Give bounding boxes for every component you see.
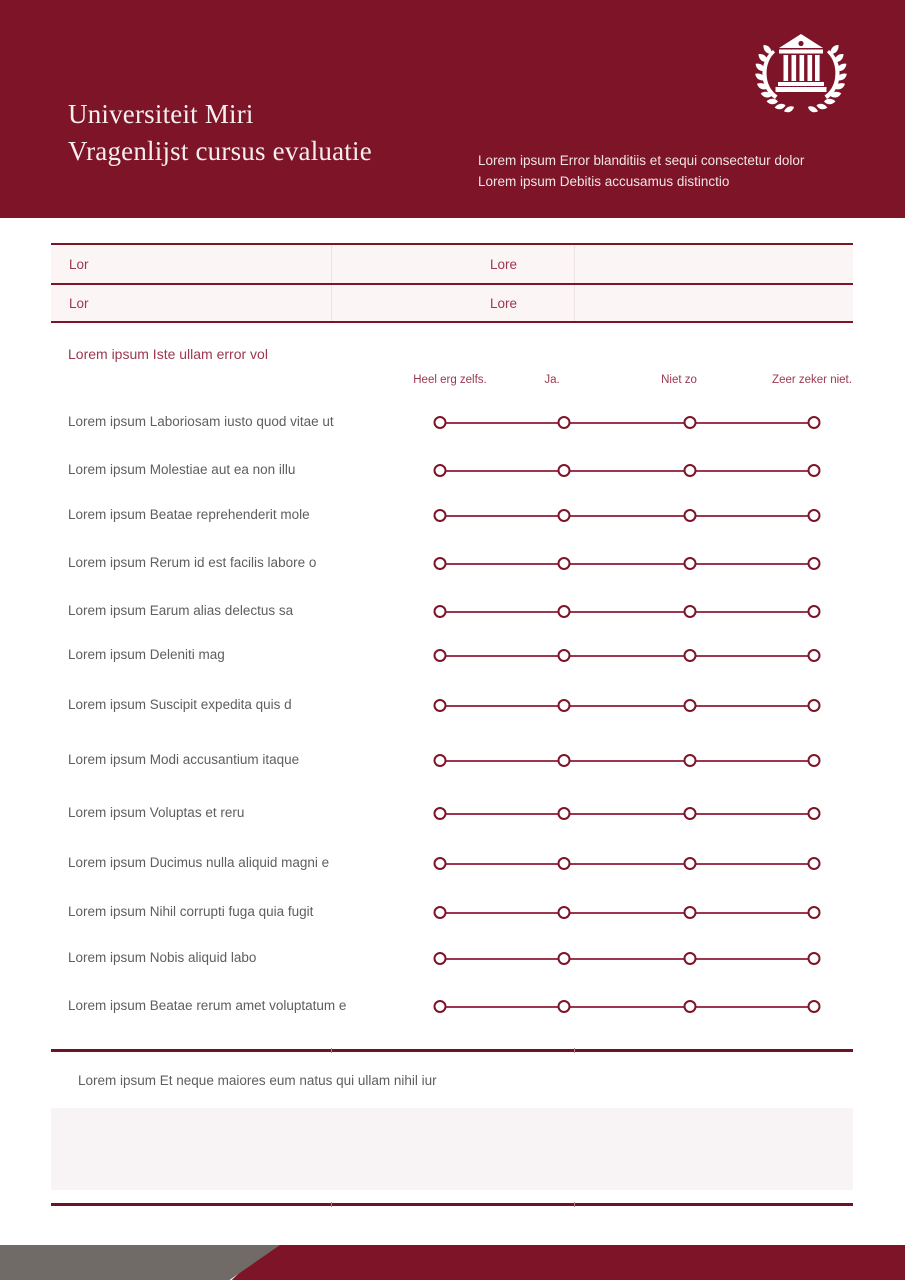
question-row <box>0 749 905 773</box>
header-subtitle-block <box>478 150 804 192</box>
question-text: Lorem ipsum Rerum id est facilis labore o <box>68 555 317 570</box>
scale-option-2[interactable] <box>684 649 697 662</box>
scale-option-0[interactable] <box>434 906 447 919</box>
scale-option-0[interactable] <box>434 1000 447 1013</box>
scale-track <box>440 611 814 613</box>
scale-option-0[interactable] <box>434 509 447 522</box>
scale-option-3[interactable] <box>808 952 821 965</box>
question-row <box>0 459 905 483</box>
scale-option-2[interactable] <box>684 416 697 429</box>
scale-option-0[interactable] <box>434 416 447 429</box>
scale-track <box>440 813 814 815</box>
comment-label: Lorem ipsum Et neque maiores eum natus qui ullam nihil iur <box>78 1073 437 1088</box>
scale-option-0[interactable] <box>434 754 447 767</box>
scale-option-2[interactable] <box>684 952 697 965</box>
scale-option-1[interactable] <box>558 906 571 919</box>
question-row <box>0 694 905 718</box>
scale-track <box>440 760 814 762</box>
question-row <box>0 600 905 624</box>
info-table-divider <box>331 285 332 321</box>
question-text: Lorem ipsum Nihil corrupti fuga quia fugit <box>68 904 314 919</box>
header-subtitle-line-2: Lorem ipsum Debitis accusamus distinctio <box>478 174 730 189</box>
question-row <box>0 852 905 876</box>
scale-option-1[interactable] <box>558 699 571 712</box>
scale-option-3[interactable] <box>808 754 821 767</box>
question-text: Lorem ipsum Earum alias delectus sa <box>68 603 294 618</box>
question-text: Lorem ipsum Nobis aliquid labo <box>68 950 257 965</box>
scale-track <box>440 912 814 914</box>
scale-option-3[interactable] <box>808 1000 821 1013</box>
scale-track <box>440 515 814 517</box>
university-name: Universiteit Miri <box>68 99 254 129</box>
question-row <box>0 947 905 971</box>
question-text: Lorem ipsum Beatae reprehenderit mole <box>68 507 310 522</box>
scale-option-2[interactable] <box>684 464 697 477</box>
header-subtitle-line-1: Lorem ipsum Error blanditiis et sequi consectetur dolor <box>478 153 805 168</box>
question-row <box>0 504 905 528</box>
scale-option-1[interactable] <box>558 557 571 570</box>
scale-option-0[interactable] <box>434 952 447 965</box>
scale-track <box>440 563 814 565</box>
question-text: Lorem ipsum Suscipit expedita quis d <box>68 697 292 712</box>
info-table-cell-middle: Lore <box>489 256 518 272</box>
question-row <box>0 552 905 576</box>
scale-track <box>440 470 814 472</box>
question-text: Lorem ipsum Laboriosam iusto quod vitae ut <box>68 414 334 429</box>
scale-option-1[interactable] <box>558 649 571 662</box>
scale-column-label-3: Zeer zeker niet. <box>772 374 852 386</box>
comment-section-bottom-rule <box>51 1203 853 1206</box>
scale-track <box>440 705 814 707</box>
scale-column-label-2: Niet zo <box>661 374 697 386</box>
scale-option-1[interactable] <box>558 605 571 618</box>
question-text: Lorem ipsum Voluptas et reru <box>68 805 245 820</box>
info-table-row <box>51 283 853 323</box>
scale-option-2[interactable] <box>684 906 697 919</box>
scale-option-3[interactable] <box>808 605 821 618</box>
info-table-cell-left: Lor <box>69 295 89 311</box>
university-crest-icon <box>753 24 849 116</box>
scale-option-0[interactable] <box>434 605 447 618</box>
question-row <box>0 644 905 668</box>
scale-track <box>440 1006 814 1008</box>
scale-option-3[interactable] <box>808 807 821 820</box>
scale-option-3[interactable] <box>808 464 821 477</box>
page-footer <box>0 1245 905 1280</box>
scale-option-0[interactable] <box>434 699 447 712</box>
scale-option-2[interactable] <box>684 857 697 870</box>
scale-option-1[interactable] <box>558 952 571 965</box>
scale-option-1[interactable] <box>558 1000 571 1013</box>
scale-option-2[interactable] <box>684 1000 697 1013</box>
question-row <box>0 411 905 435</box>
question-text: Lorem ipsum Molestiae aut ea non illu <box>68 462 296 477</box>
scale-option-3[interactable] <box>808 416 821 429</box>
scale-track <box>440 655 814 657</box>
scale-option-1[interactable] <box>558 416 571 429</box>
scale-option-1[interactable] <box>558 857 571 870</box>
scale-option-3[interactable] <box>808 509 821 522</box>
scale-option-0[interactable] <box>434 649 447 662</box>
question-text: Lorem ipsum Ducimus nulla aliquid magni e <box>68 855 330 870</box>
scale-option-3[interactable] <box>808 857 821 870</box>
scale-option-1[interactable] <box>558 509 571 522</box>
page-header <box>0 0 905 218</box>
scale-option-2[interactable] <box>684 699 697 712</box>
scale-option-3[interactable] <box>808 557 821 570</box>
info-table-cell-left: Lor <box>69 256 89 272</box>
question-row <box>0 802 905 826</box>
scale-column-label-1: Ja. <box>544 374 560 386</box>
info-table-row <box>51 243 853 283</box>
scale-option-3[interactable] <box>808 699 821 712</box>
scale-option-0[interactable] <box>434 807 447 820</box>
scale-option-2[interactable] <box>684 557 697 570</box>
scale-option-0[interactable] <box>434 557 447 570</box>
scale-track <box>440 863 814 865</box>
scale-track <box>440 422 814 424</box>
scale-option-0[interactable] <box>434 464 447 477</box>
info-table-cell-middle: Lore <box>489 295 518 311</box>
scale-option-3[interactable] <box>808 906 821 919</box>
scale-option-3[interactable] <box>808 649 821 662</box>
scale-track <box>440 958 814 960</box>
info-table <box>51 243 853 323</box>
question-text: Lorem ipsum Beatae rerum amet voluptatum e <box>68 998 347 1013</box>
scale-option-1[interactable] <box>558 754 571 767</box>
scale-option-1[interactable] <box>558 464 571 477</box>
question-row <box>0 995 905 1019</box>
info-table-divider <box>331 245 332 283</box>
comment-section-top-rule <box>51 1049 853 1052</box>
scale-column-label-0: Heel erg zelfs. <box>413 374 487 386</box>
scale-option-0[interactable] <box>434 857 447 870</box>
scale-header-labels <box>0 374 905 390</box>
scale-option-2[interactable] <box>684 807 697 820</box>
comment-input[interactable] <box>51 1108 853 1190</box>
section-heading: Lorem ipsum Iste ullam error vol <box>68 346 268 362</box>
question-text: Lorem ipsum Deleniti mag <box>68 647 225 662</box>
question-text: Lorem ipsum Modi accusantium itaque <box>68 752 300 767</box>
scale-option-2[interactable] <box>684 754 697 767</box>
scale-option-1[interactable] <box>558 807 571 820</box>
page-title: Vragenlijst cursus evaluatie <box>68 136 372 166</box>
scale-option-2[interactable] <box>684 605 697 618</box>
question-row <box>0 901 905 925</box>
header-title-block <box>68 96 372 170</box>
scale-option-2[interactable] <box>684 509 697 522</box>
